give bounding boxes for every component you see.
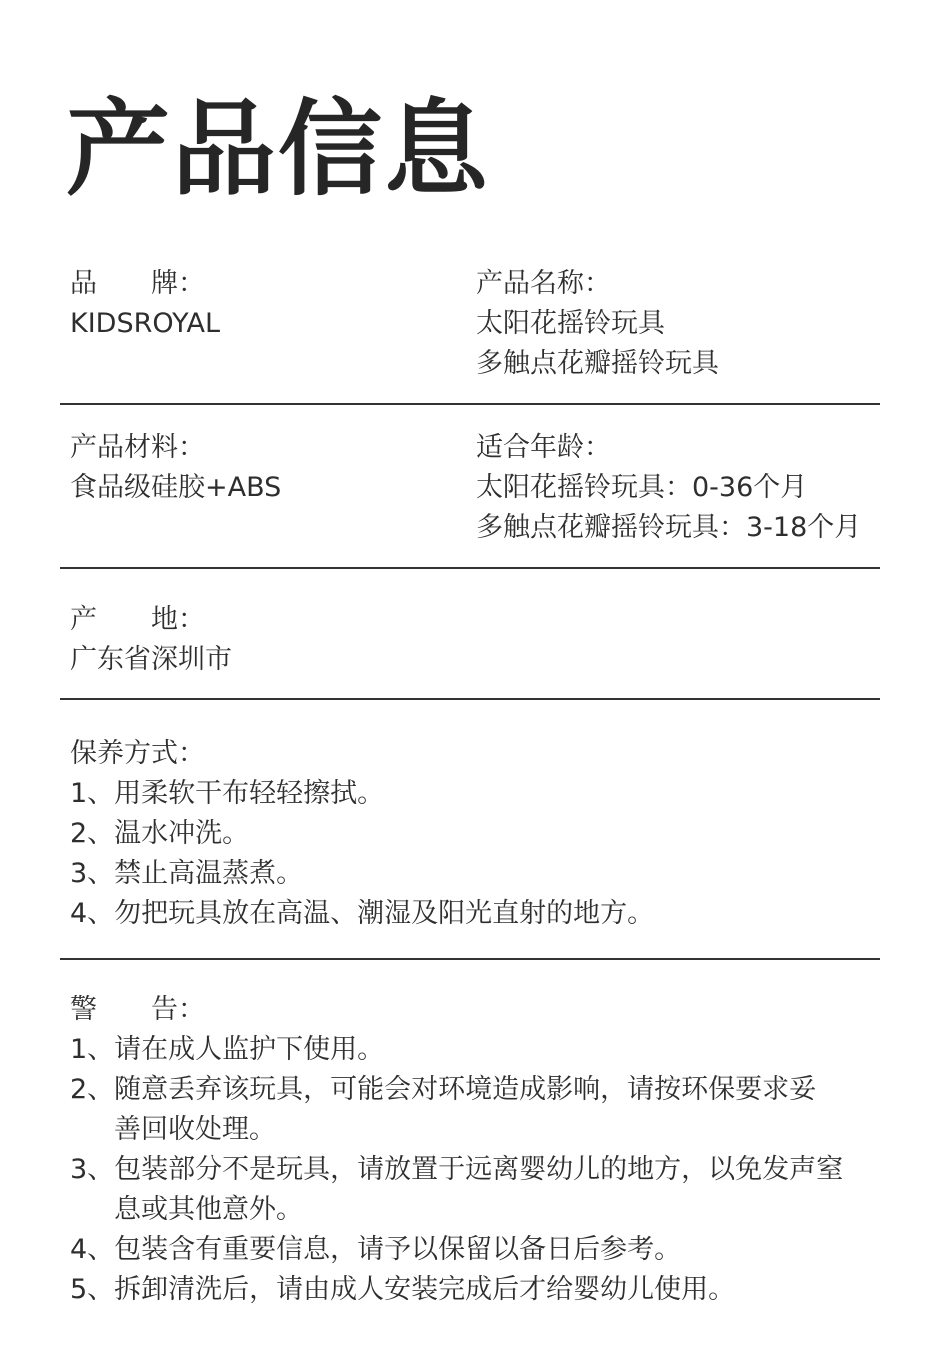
warning-item: 4、包装含有重要信息，请予以保留以备日后参考。 — [70, 1234, 682, 1265]
brand-value: KIDSROYAL — [70, 308, 221, 339]
divider — [60, 958, 880, 960]
warning-item-continuation: 善回收处理。 — [114, 1114, 276, 1145]
care-item: 3、禁止高温蒸煮。 — [70, 858, 304, 889]
warning-section — [70, 990, 843, 1310]
product-name-value: 太阳花摇铃玩具 — [476, 308, 665, 339]
warning-item-continuation: 息或其他意外。 — [114, 1194, 303, 1225]
material-value: 食品级硅胶+ABS — [70, 472, 282, 503]
care-item: 2、温水冲洗。 — [70, 818, 250, 849]
age-value: 太阳花摇铃玩具：0-36个月 — [476, 472, 808, 503]
origin-section — [70, 600, 232, 680]
warning-item: 5、拆卸清洗后，请由成人安装完成后才给婴幼儿使用。 — [70, 1274, 736, 1305]
material-section — [70, 428, 281, 508]
care-section — [70, 734, 654, 934]
care-label: 保养方式： — [70, 738, 205, 769]
product-name-value: 多触点花瓣摇铃玩具 — [476, 348, 719, 379]
age-label: 适合年龄： — [476, 432, 611, 463]
brand-label: 品 牌： — [70, 268, 205, 299]
divider — [60, 403, 880, 405]
care-item: 1、用柔软干布轻轻擦拭。 — [70, 778, 385, 809]
warning-item: 1、请在成人监护下使用。 — [70, 1034, 385, 1065]
warning-label: 警 告： — [70, 994, 205, 1025]
divider — [60, 698, 880, 700]
page-title: 产品信息 — [66, 88, 491, 210]
warning-item: 3、包装部分不是玩具，请放置于远离婴幼儿的地方，以免发声窒 — [70, 1154, 844, 1185]
divider — [60, 567, 880, 569]
material-label: 产品材料： — [70, 432, 205, 463]
product-name-label: 产品名称： — [476, 268, 611, 299]
origin-value: 广东省深圳市 — [70, 644, 232, 675]
age-value: 多触点花瓣摇铃玩具：3-18个月 — [476, 512, 862, 543]
care-item: 4、勿把玩具放在高温、潮湿及阳光直射的地方。 — [70, 898, 655, 929]
origin-label: 产 地： — [70, 604, 205, 635]
brand-section — [70, 264, 220, 344]
product-name-section — [476, 264, 719, 384]
age-section — [476, 428, 861, 548]
warning-item: 2、随意丢弃该玩具，可能会对环境造成影响，请按环保要求妥 — [70, 1074, 817, 1105]
